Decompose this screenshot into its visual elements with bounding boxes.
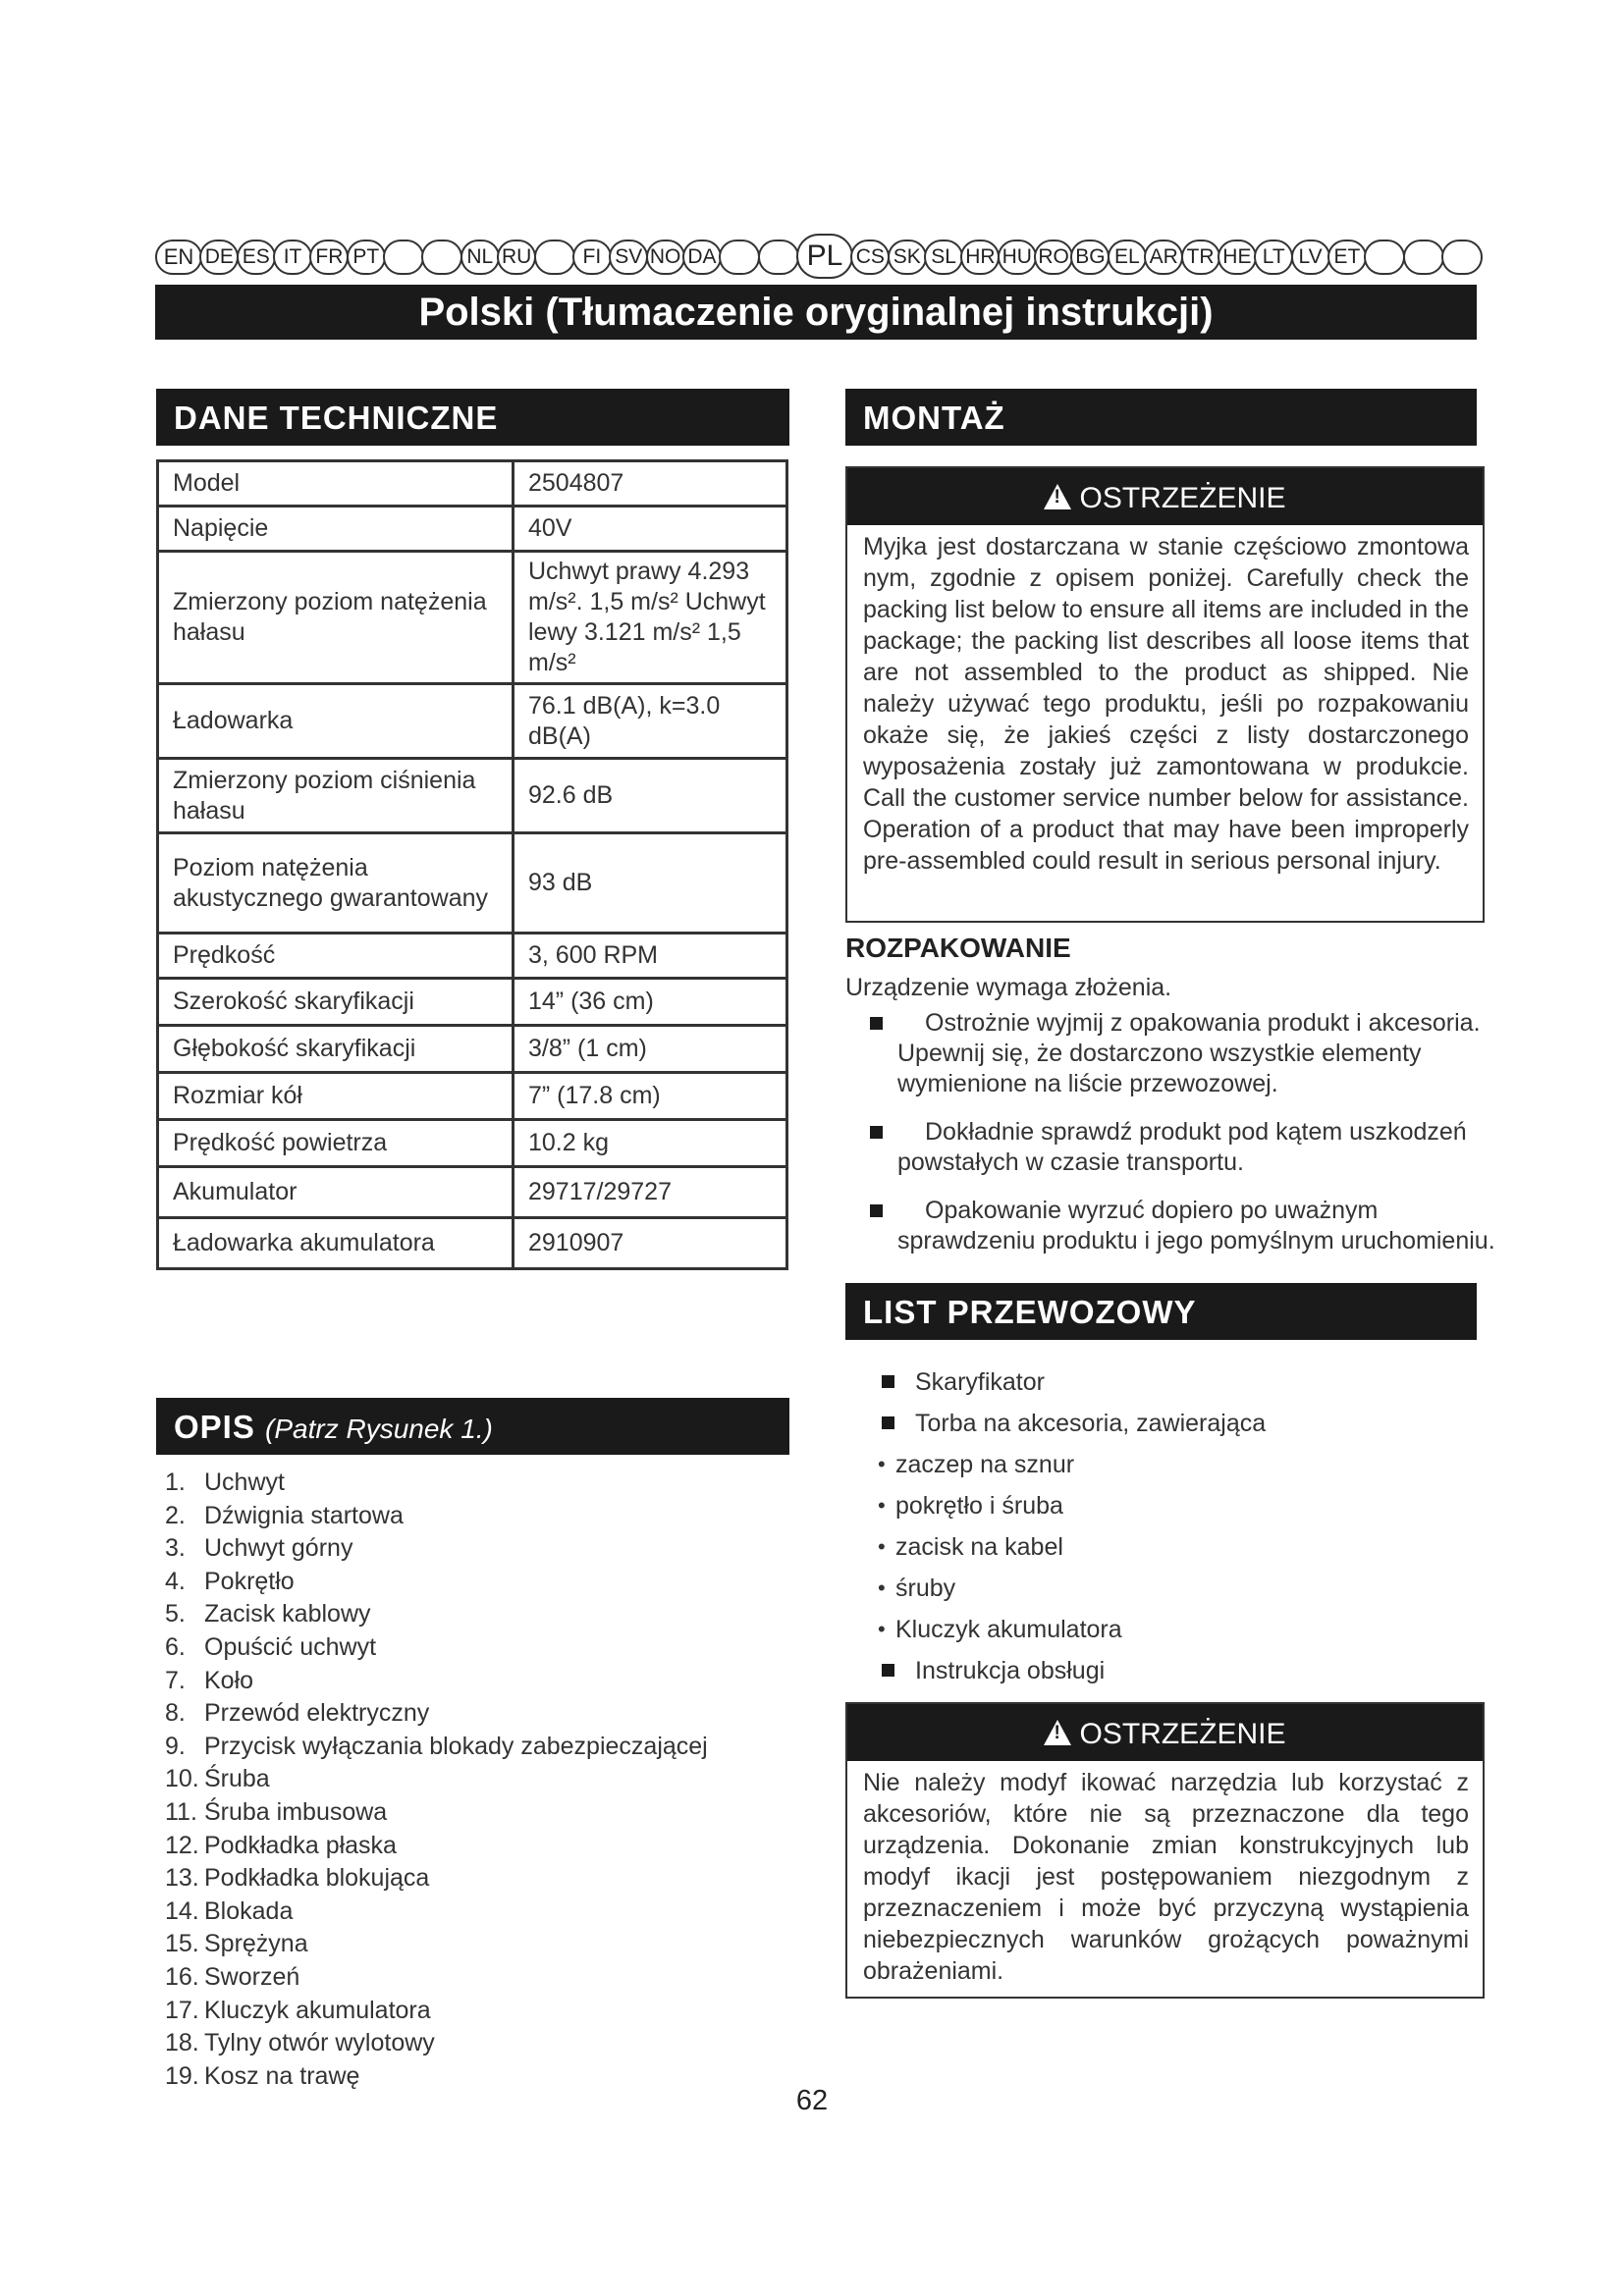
square-bullet-icon — [882, 1375, 894, 1388]
square-bullet-icon — [870, 1204, 883, 1217]
rozpakowanie-item — [856, 1008, 1514, 1099]
packing-item — [856, 1403, 1485, 1444]
opis-item — [165, 1995, 793, 2028]
opis-item — [165, 1731, 793, 1764]
tech-row — [158, 1026, 787, 1073]
square-bullet-icon — [870, 1017, 883, 1030]
lang-tab-cs: CS — [850, 240, 890, 275]
opis-item — [165, 2027, 793, 2060]
opis-item-number: 16. — [165, 1962, 199, 1991]
tech-value: 92.6 dB — [514, 759, 787, 833]
packing-list — [856, 1362, 1485, 1691]
opis-item-number: 11. — [165, 1797, 197, 1826]
tech-label: Szerokość skaryfikacji — [158, 979, 514, 1026]
lang-tab-en: EN — [155, 240, 202, 275]
opis-item-text: Podkładka blokująca — [204, 1864, 430, 1893]
tech-value: 76.1 dB(A), k=3.0 dB(A) — [514, 684, 787, 759]
opis-item-number: 1. — [165, 1468, 186, 1496]
warning-icon — [1044, 1720, 1071, 1745]
opis-parts-list — [165, 1467, 793, 2093]
tech-row — [158, 934, 787, 979]
lang-tab-es: ES — [237, 240, 276, 275]
lang-tab-lv: LV — [1291, 240, 1330, 275]
opis-item-text: Sworzeń — [204, 1962, 300, 1991]
lang-tab-it: IT — [273, 240, 312, 275]
tech-label: Prędkość — [158, 934, 514, 979]
dot-bullet-icon: • — [878, 1452, 886, 1476]
lang-tab-no: NO — [646, 240, 685, 275]
dot-bullet-icon: • — [878, 1617, 886, 1641]
lang-tab-lt: LT — [1254, 240, 1293, 275]
opis-heading-text: OPIS — [174, 1409, 255, 1445]
lang-tab-sl: SL — [924, 240, 963, 275]
warning-title: OSTRZEŻENIE — [1079, 482, 1286, 514]
rozpakowanie-list — [856, 1008, 1514, 1256]
tech-row — [158, 833, 787, 934]
tech-value: 40V — [514, 507, 787, 552]
opis-item-text: Kosz na trawę — [204, 2061, 360, 2090]
opis-item — [165, 1598, 793, 1631]
opis-item-number: 17. — [165, 1996, 199, 2024]
lang-tab-el: EL — [1108, 240, 1147, 275]
tech-label: Akumulator — [158, 1167, 514, 1218]
rozpakowanie-item-text: Opakowanie wyrzuć dopiero po uważnym sprawdzeniu produktu i jego pomyślnym uruchomieniu. — [897, 1197, 1495, 1255]
tech-row — [158, 507, 787, 552]
opis-item-text: Śruba imbusowa — [204, 1797, 388, 1826]
lang-tab-ro: RO — [1034, 240, 1073, 275]
opis-item-number: 6. — [165, 1632, 186, 1661]
tech-row — [158, 1120, 787, 1167]
lang-tab-he: HE — [1218, 240, 1257, 275]
opis-item — [165, 1500, 793, 1533]
tech-row — [158, 759, 787, 833]
lang-tab-blank — [421, 240, 462, 275]
tech-value: 2910907 — [514, 1218, 787, 1269]
rozpakowanie-item — [856, 1117, 1514, 1178]
opis-item-text: Uchwyt górny — [204, 1534, 353, 1563]
dot-bullet-icon: • — [878, 1534, 886, 1559]
lang-tab-hr: HR — [960, 240, 1000, 275]
warning-text: Nie należy modyf ikować narzędzia lub korzystać z akcesoriów, które nie są przeznaczone dla tego urządzenia. Dokonanie zmian konstrukcyjnych lub modyf ikacji jest postępowaniem niezgodnym z przeznaczeniem i może być przyczyną wystąpienia niebezpiecznych warunków grożących poważnymi obrażeniami. — [863, 1769, 1469, 1985]
packing-item — [856, 1609, 1485, 1650]
lang-tab-fi: FI — [572, 240, 612, 275]
opis-section-heading — [156, 1398, 789, 1455]
opis-item-text: Podkładka płaska — [204, 1831, 397, 1859]
warning-header — [847, 1704, 1483, 1761]
tech-value: 3, 600 RPM — [514, 934, 787, 979]
page-number: 62 — [795, 2085, 829, 2116]
opis-item — [165, 1665, 793, 1698]
lang-tab-hu: HU — [998, 240, 1037, 275]
lang-tab-ru: RU — [497, 240, 536, 275]
packing-item — [856, 1526, 1485, 1568]
lang-tab-ar: AR — [1144, 240, 1183, 275]
opis-item — [165, 1566, 793, 1599]
warning-icon — [1044, 484, 1071, 509]
opis-item — [165, 1631, 793, 1665]
tech-label: Model — [158, 461, 514, 507]
opis-item-text: Sprężyna — [204, 1930, 308, 1958]
packing-item-text: Kluczyk akumulatora — [895, 1616, 1122, 1643]
tech-row — [158, 552, 787, 684]
lang-tab-blank — [1441, 240, 1483, 275]
rozpakowanie-heading: ROZPAKOWANIE — [845, 933, 1071, 963]
lang-tab-blank — [719, 240, 760, 275]
opis-item-text: Kluczyk akumulatora — [204, 1996, 431, 2024]
lang-tab-de: DE — [199, 240, 239, 275]
lang-tab-pt: PT — [347, 240, 386, 275]
opis-item-number: 14. — [165, 1896, 199, 1925]
packing-item — [856, 1568, 1485, 1609]
opis-item-number: 8. — [165, 1699, 186, 1728]
tech-row — [158, 1218, 787, 1269]
dot-bullet-icon: • — [878, 1493, 886, 1518]
tech-label: Zmierzony poziom ciśnienia hałasu — [158, 759, 514, 833]
rozpakowanie-item — [856, 1196, 1514, 1256]
opis-item-number: 7. — [165, 1666, 186, 1694]
tech-row — [158, 684, 787, 759]
packing-section-heading: LIST PRZEWOZOWY — [845, 1283, 1477, 1340]
tech-spec-table — [156, 459, 788, 1270]
packing-item-text: zaczep na sznur — [895, 1451, 1075, 1478]
language-tab-strip — [155, 232, 1483, 281]
tech-label: Głębokość skaryfikacji — [158, 1026, 514, 1073]
packing-item — [856, 1444, 1485, 1485]
opis-item-text: Śruba — [204, 1765, 270, 1793]
tech-section-heading: DANE TECHNICZNE — [156, 389, 789, 446]
opis-item-text: Przewód elektryczny — [204, 1699, 430, 1728]
lang-tab-nl: NL — [460, 240, 500, 275]
tech-label: Poziom natężenia akustycznego gwarantowany — [158, 833, 514, 934]
lang-tab-blank — [1403, 240, 1444, 275]
opis-item-number: 18. — [165, 2029, 199, 2057]
square-bullet-icon — [882, 1416, 894, 1429]
opis-item — [165, 1697, 793, 1731]
tech-value: 10.2 kg — [514, 1120, 787, 1167]
opis-item — [165, 1862, 793, 1896]
opis-item-number: 2. — [165, 1501, 186, 1529]
opis-item-text: Dźwignia startowa — [204, 1501, 404, 1529]
warning-text: Myjka jest dostarczana w stanie częściowo zmontowa nym, zgodnie z opisem poniżej. Carefully check the packing list below to ensure all items are included in the package; the packing list describes all loose items that are not assembled to the product as shipped. Nie należy używać tego produktu, jeśli po rozpakowaniu okaże się, że jakieś części z listy dostarczonego wyposażenia zostały już zamontowana w produkcie. Call the customer service number below for assistance. Operation of a product that may have been improperly pre-assembled could result in serious personal injury. — [863, 533, 1470, 875]
lang-tab-tr: TR — [1181, 240, 1220, 275]
opis-item-text: Tylny otwór wylotowy — [204, 2029, 435, 2057]
opis-item-number: 10. — [165, 1765, 199, 1793]
opis-item-text: Opuścić uchwyt — [204, 1632, 377, 1661]
tech-value: 2504807 — [514, 461, 787, 507]
tech-value: Uchwyt prawy 4.293 m/s². 1,5 m/s² Uchwyt lewy 3.121 m/s² 1,5 m/s² — [514, 552, 787, 684]
lang-tab-da: DA — [682, 240, 722, 275]
tech-label: Napięcie — [158, 507, 514, 552]
tech-label: Prędkość powietrza — [158, 1120, 514, 1167]
packing-item-text: zacisk na kabel — [895, 1533, 1063, 1561]
opis-item — [165, 1532, 793, 1566]
opis-item-text: Przycisk wyłączania blokady zabezpieczającej — [204, 1732, 708, 1760]
tech-label: Rozmiar kół — [158, 1073, 514, 1120]
lang-tab-et: ET — [1327, 240, 1367, 275]
tech-value: 93 dB — [514, 833, 787, 934]
opis-item-text: Blokada — [204, 1896, 294, 1925]
modification-warning-box — [845, 1702, 1485, 1999]
opis-item — [165, 1467, 793, 1500]
lang-tab-blank — [1364, 240, 1405, 275]
opis-item-number: 3. — [165, 1534, 186, 1563]
tech-value: 29717/29727 — [514, 1167, 787, 1218]
dot-bullet-icon: • — [878, 1575, 886, 1600]
tech-value: 14” (36 cm) — [514, 979, 787, 1026]
rozpakowanie-intro: Urządzenie wymaga złożenia. — [845, 974, 1172, 1001]
lang-tab-sv: SV — [609, 240, 648, 275]
packing-item-text: Skaryfikator — [915, 1368, 1045, 1396]
warning-header — [847, 468, 1483, 525]
lang-tab-blank — [534, 240, 575, 275]
lang-tab-fr: FR — [309, 240, 349, 275]
opis-item — [165, 1961, 793, 1995]
opis-item-number: 5. — [165, 1600, 186, 1629]
tech-row — [158, 1167, 787, 1218]
tech-row — [158, 461, 787, 507]
opis-item-text: Zacisk kablowy — [204, 1600, 371, 1629]
opis-item-number: 19. — [165, 2061, 199, 2090]
opis-item-number: 13. — [165, 1864, 199, 1893]
packing-item-text: śruby — [895, 1575, 956, 1602]
opis-item — [165, 1763, 793, 1796]
warning-title: OSTRZEŻENIE — [1079, 1718, 1286, 1750]
tech-label: Ładowarka — [158, 684, 514, 759]
square-bullet-icon — [870, 1126, 883, 1139]
lang-tab-pl: PL — [796, 234, 853, 279]
packing-item-text: pokrętło i śruba — [895, 1492, 1063, 1520]
tech-value: 7” (17.8 cm) — [514, 1073, 787, 1120]
tech-label: Zmierzony poziom natężenia hałasu — [158, 552, 514, 684]
packing-item — [856, 1650, 1485, 1691]
tech-row — [158, 1073, 787, 1120]
page-title: Polski (Tłumaczenie oryginalnej instrukcji) — [155, 285, 1477, 340]
tech-value: 3/8” (1 cm) — [514, 1026, 787, 1073]
montaz-section-heading: MONTAŻ — [845, 389, 1477, 446]
opis-item — [165, 1928, 793, 1961]
square-bullet-icon — [882, 1664, 894, 1677]
lang-tab-blank — [383, 240, 424, 275]
opis-item-number: 15. — [165, 1930, 199, 1958]
opis-item-text: Koło — [204, 1666, 254, 1694]
opis-item-text: Uchwyt — [204, 1468, 285, 1496]
opis-item-number: 12. — [165, 1831, 199, 1859]
opis-item — [165, 1896, 793, 1929]
rozpakowanie-item-text: Dokładnie sprawdź produkt pod kątem uszkodzeń powstałych w czasie transportu. — [897, 1118, 1467, 1176]
opis-item-number: 4. — [165, 1567, 186, 1595]
opis-item-number: 9. — [165, 1732, 186, 1760]
packing-item-text: Torba na akcesoria, zawierająca — [915, 1410, 1267, 1437]
tech-label: Ładowarka akumulatora — [158, 1218, 514, 1269]
lang-tab-sk: SK — [888, 240, 927, 275]
tech-row — [158, 979, 787, 1026]
opis-item-text: Pokrętło — [204, 1567, 295, 1595]
rozpakowanie-item-text: Ostrożnie wyjmij z opakowania produkt i akcesoria. Upewnij się, że dostarczono wszystkie elementy wymienione na liście przewozowej. — [897, 1009, 1481, 1097]
lang-tab-blank — [758, 240, 799, 275]
packing-item — [856, 1485, 1485, 1526]
opis-subheading: (Patrz Rysunek 1.) — [265, 1414, 493, 1444]
montaz-warning-box — [845, 466, 1485, 923]
opis-item — [165, 1830, 793, 1863]
lang-tab-bg: BG — [1070, 240, 1110, 275]
packing-item — [856, 1362, 1485, 1403]
opis-item — [165, 1796, 793, 1830]
packing-item-text: Instrukcja obsługi — [915, 1657, 1106, 1684]
